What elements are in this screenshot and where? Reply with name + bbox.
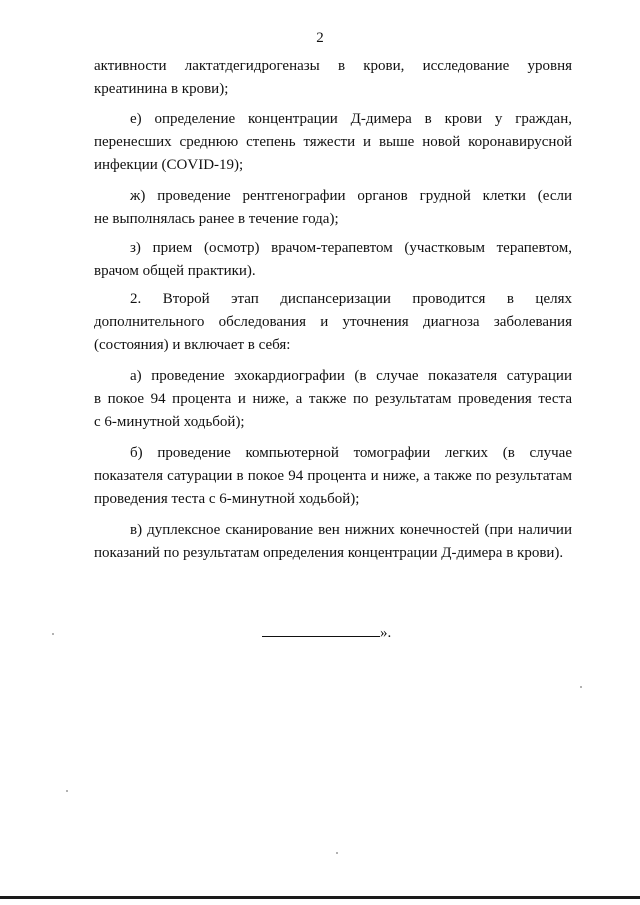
paragraph-line: креатинина в крови); (94, 81, 229, 97)
paragraph-line: в покое 94 процента и ниже, а также по результатам проведения теста (94, 391, 572, 407)
paragraph-0 (94, 55, 572, 101)
paragraph-line: б) проведение компьютерной томографии легких (в случае (130, 445, 572, 461)
paragraph-line: инфекции (COVID-19); (94, 157, 244, 173)
scan-speck (66, 790, 68, 792)
closing-quote: ». (380, 625, 392, 641)
paragraph-line: активности лактатдегидрогеназы в крови, исследование уровня (94, 58, 572, 74)
paragraph-line: а) проведение эхокардиографии (в случае показателя сатурации (130, 368, 572, 384)
paragraph-line: с 6-минутной ходьбой); (94, 414, 245, 430)
paragraph-line: перенесших среднюю степень тяжести и выше новой коронавирусной (94, 134, 572, 150)
paragraph-3 (94, 237, 572, 283)
paragraph-line: не выполнялась ранее в течение года); (94, 211, 339, 227)
paragraph-line: показателя сатурации в покое 94 процента и ниже, а также по результатам (94, 468, 572, 484)
scan-bottom-edge (0, 896, 640, 899)
paragraph-line: 2. Второй этап диспансеризации проводится в целях (130, 291, 572, 307)
page-number: 2 (316, 30, 324, 46)
scan-speck (52, 633, 54, 635)
paragraph-1 (94, 108, 572, 177)
paragraph-line: врачом общей практики). (94, 263, 256, 279)
paragraph-4 (94, 288, 572, 357)
closing-rule (262, 622, 380, 637)
paragraph-line: з) прием (осмотр) врачом-терапевтом (участковым терапевтом, (130, 240, 572, 256)
paragraph-line: е) определение концентрации Д-димера в крови у граждан, (130, 111, 572, 127)
paragraph-line: в) дуплексное сканирование вен нижних конечностей (при наличии (130, 522, 572, 538)
paragraph-line: (состояния) и включает в себя: (94, 337, 291, 353)
paragraph-line: ж) проведение рентгенографии органов грудной клетки (если (130, 188, 572, 204)
paragraph-5 (94, 365, 572, 434)
paragraph-line: показаний по результатам определения концентрации Д-димера в крови). (94, 545, 564, 561)
paragraph-6 (94, 442, 572, 511)
scan-speck (336, 852, 338, 854)
paragraph-line: проведения теста с 6-минутной ходьбой); (94, 491, 360, 507)
paragraph-line: дополнительного обследования и уточнения диагноза заболевания (94, 314, 572, 330)
paragraph-2 (94, 185, 572, 231)
scan-speck (580, 686, 582, 688)
paragraph-7 (94, 519, 572, 565)
closing-line (262, 622, 391, 642)
